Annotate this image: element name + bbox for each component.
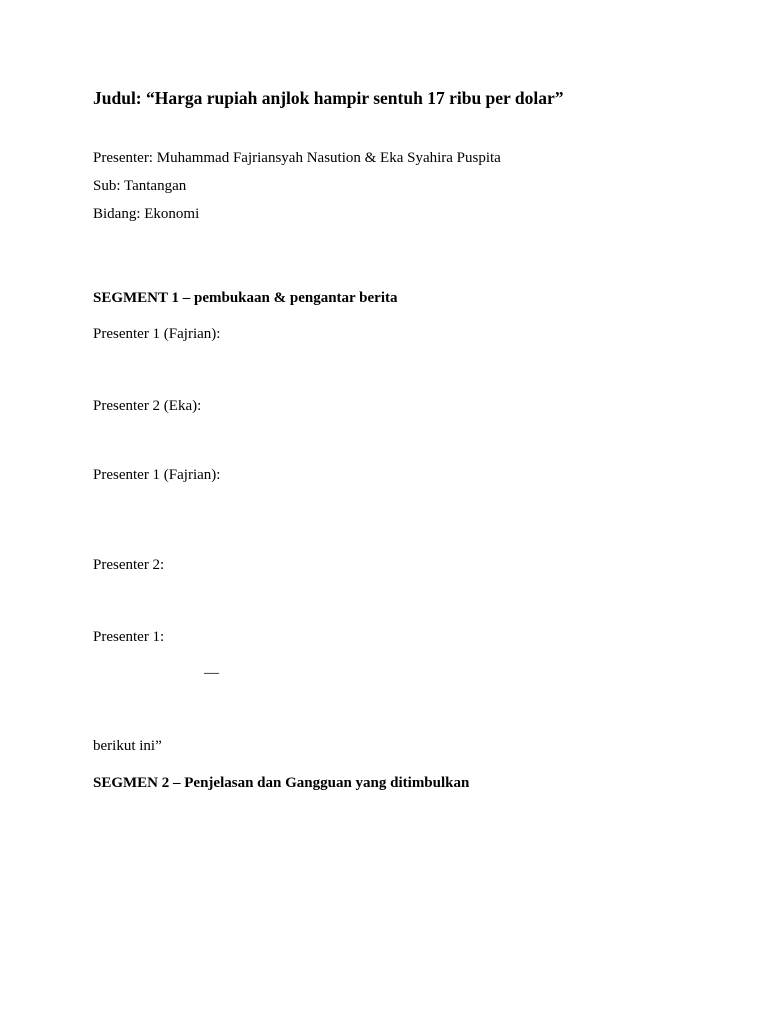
em-dash: — xyxy=(204,665,219,681)
presenter-info: Presenter: Muhammad Fajriansyah Nasution & Eka Syahira Puspita xyxy=(93,150,501,166)
presenter-line: Presenter 1: xyxy=(93,629,165,645)
closing-text: berikut ini” xyxy=(93,738,162,754)
presenter-line: Presenter 1 (Fajrian): xyxy=(93,326,221,342)
document-title: Judul: “Harga rupiah anjlok hampir sentuh 17 ribu per dolar” xyxy=(93,88,564,108)
presenter-line: Presenter 1 (Fajrian): xyxy=(93,467,221,483)
sub-info: Sub: Tantangan xyxy=(93,178,187,194)
presenter-line: Presenter 2 (Eka): xyxy=(93,398,202,414)
bidang-info: Bidang: Ekonomi xyxy=(93,206,200,222)
segment2-heading: SEGMEN 2 – Penjelasan dan Gangguan yang ditimbulkan xyxy=(93,775,470,791)
presenter-line: Presenter 2: xyxy=(93,557,165,573)
segment1-heading: SEGMENT 1 – pembukaan & pengantar berita xyxy=(93,290,398,306)
